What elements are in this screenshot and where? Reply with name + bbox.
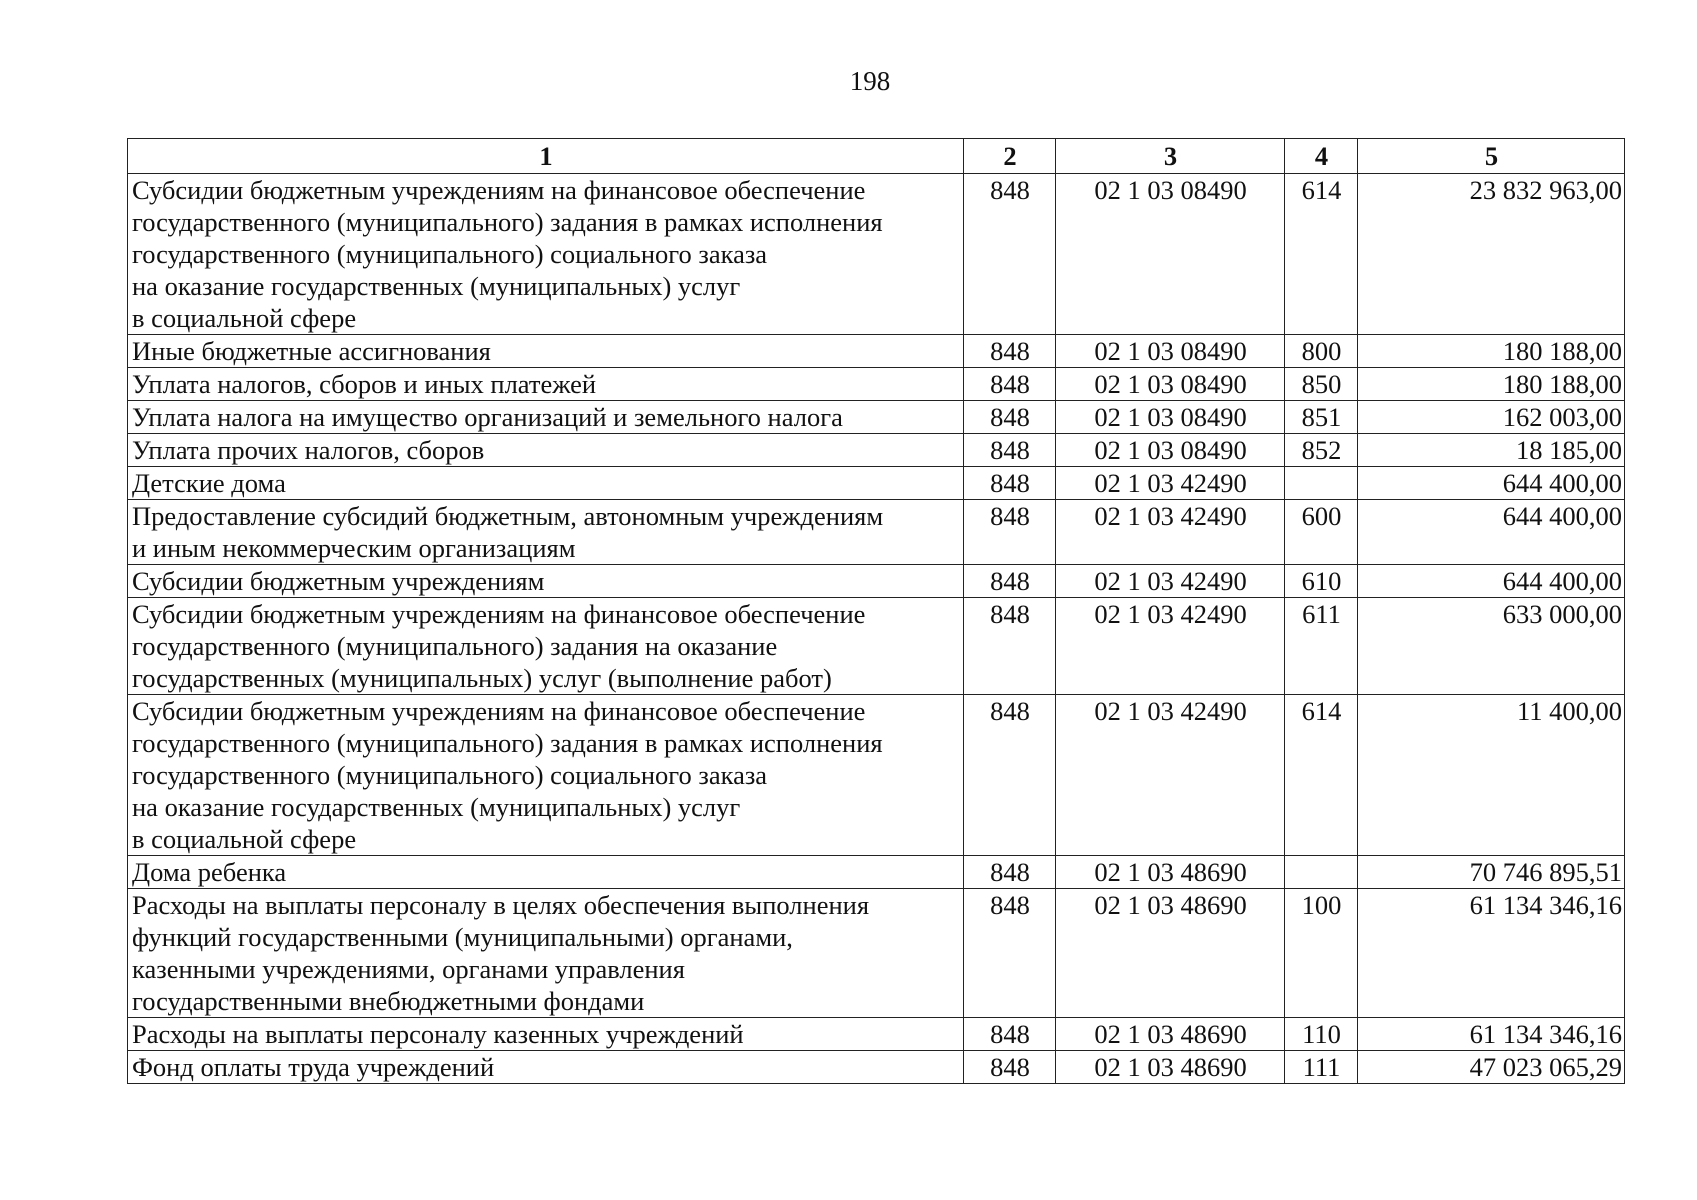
cell-name-line: Дома ребенка — [132, 857, 287, 887]
header-cell-csr: 3 — [1056, 139, 1285, 174]
cell-name-line: Предоставление субсидий бюджетным, автономным учреждениям — [132, 501, 884, 531]
cell-name-line: государственного (муниципального) задания в рамках исполнения — [132, 207, 883, 237]
cell-name — [128, 500, 964, 565]
cell-ved: 848 — [964, 565, 1056, 598]
cell-name — [128, 889, 964, 1018]
cell-name — [128, 335, 964, 368]
cell-sum: 70 746 895,51 — [1358, 856, 1625, 889]
cell-name-line: на оказание государственных (муниципальных) услуг — [132, 271, 741, 301]
cell-sum: 644 400,00 — [1358, 467, 1625, 500]
cell-name-line: Субсидии бюджетным учреждениям на финансовое обеспечение — [132, 175, 866, 205]
cell-name — [128, 598, 964, 695]
cell-vr — [1285, 856, 1358, 889]
cell-sum: 644 400,00 — [1358, 500, 1625, 565]
cell-name-line: государственного (муниципального) социального заказа — [132, 239, 768, 269]
cell-name-line: функций государственными (муниципальными) органами, — [132, 922, 793, 952]
cell-ved: 848 — [964, 368, 1056, 401]
table-row — [128, 467, 1625, 500]
cell-name — [128, 174, 964, 335]
page-number: 198 — [849, 66, 891, 96]
cell-name-line: казенными учреждениями, органами управления — [132, 954, 685, 984]
header-cell-ved: 2 — [964, 139, 1056, 174]
cell-csr: 02 1 03 42490 — [1056, 500, 1285, 565]
cell-name-line: Уплата налога на имущество организаций и земельного налога — [132, 402, 843, 432]
cell-csr: 02 1 03 48690 — [1056, 1018, 1285, 1051]
cell-name-line: государственного (муниципального) социального заказа — [132, 760, 768, 790]
table-row — [128, 335, 1625, 368]
cell-vr: 110 — [1285, 1018, 1358, 1051]
cell-name — [128, 467, 964, 500]
cell-csr: 02 1 03 08490 — [1056, 335, 1285, 368]
cell-ved: 848 — [964, 856, 1056, 889]
cell-name — [128, 695, 964, 856]
cell-csr: 02 1 03 08490 — [1056, 434, 1285, 467]
cell-name — [128, 368, 964, 401]
cell-sum: 644 400,00 — [1358, 565, 1625, 598]
table-row — [128, 1018, 1625, 1051]
table-row — [128, 174, 1625, 335]
cell-name-line: Фонд оплаты труда учреждений — [132, 1052, 495, 1082]
table-row — [128, 500, 1625, 565]
table-row — [128, 401, 1625, 434]
cell-vr: 610 — [1285, 565, 1358, 598]
cell-name-line: и иным некоммерческим организациям — [132, 533, 576, 563]
cell-csr: 02 1 03 42490 — [1056, 565, 1285, 598]
cell-name-line: Субсидии бюджетным учреждениям на финансовое обеспечение — [132, 599, 866, 629]
cell-name-line: Уплата прочих налогов, сборов — [132, 435, 485, 465]
cell-sum: 47 023 065,29 — [1358, 1051, 1625, 1084]
cell-csr: 02 1 03 08490 — [1056, 368, 1285, 401]
cell-vr: 850 — [1285, 368, 1358, 401]
cell-name-line: Расходы на выплаты персоналу казенных учреждений — [132, 1019, 744, 1049]
cell-vr: 851 — [1285, 401, 1358, 434]
table-row — [128, 1051, 1625, 1084]
cell-vr: 614 — [1285, 174, 1358, 335]
cell-csr: 02 1 03 42490 — [1056, 598, 1285, 695]
cell-name — [128, 1018, 964, 1051]
cell-ved: 848 — [964, 1051, 1056, 1084]
table-row — [128, 368, 1625, 401]
cell-ved: 848 — [964, 335, 1056, 368]
cell-csr: 02 1 03 42490 — [1056, 695, 1285, 856]
cell-name — [128, 401, 964, 434]
cell-sum: 61 134 346,16 — [1358, 1018, 1625, 1051]
cell-vr: 852 — [1285, 434, 1358, 467]
cell-name-line: Субсидии бюджетным учреждениям — [132, 566, 545, 596]
cell-vr: 100 — [1285, 889, 1358, 1018]
cell-ved: 848 — [964, 467, 1056, 500]
cell-vr: 611 — [1285, 598, 1358, 695]
cell-csr: 02 1 03 08490 — [1056, 401, 1285, 434]
cell-name-line: в социальной сфере — [132, 824, 357, 854]
cell-vr: 800 — [1285, 335, 1358, 368]
table-row — [128, 598, 1625, 695]
cell-sum: 18 185,00 — [1358, 434, 1625, 467]
cell-sum: 633 000,00 — [1358, 598, 1625, 695]
cell-ved: 848 — [964, 401, 1056, 434]
cell-sum: 61 134 346,16 — [1358, 889, 1625, 1018]
cell-sum: 11 400,00 — [1358, 695, 1625, 856]
header-cell-name: 1 — [128, 139, 964, 174]
header-cell-sum: 5 — [1358, 139, 1625, 174]
cell-name-line: Субсидии бюджетным учреждениям на финансовое обеспечение — [132, 696, 866, 726]
cell-name — [128, 856, 964, 889]
table-row — [128, 695, 1625, 856]
cell-ved: 848 — [964, 695, 1056, 856]
cell-name-line: в социальной сфере — [132, 303, 357, 333]
cell-ved: 848 — [964, 174, 1056, 335]
cell-ved: 848 — [964, 598, 1056, 695]
table-header-row — [128, 139, 1625, 174]
cell-name — [128, 565, 964, 598]
cell-name — [128, 1051, 964, 1084]
cell-name-line: Иные бюджетные ассигнования — [132, 336, 491, 366]
cell-ved: 848 — [964, 1018, 1056, 1051]
cell-vr: 600 — [1285, 500, 1358, 565]
cell-name-line: государственного (муниципального) задания в рамках исполнения — [132, 728, 883, 758]
table-body — [128, 174, 1625, 1084]
cell-csr: 02 1 03 48690 — [1056, 1051, 1285, 1084]
cell-vr: 614 — [1285, 695, 1358, 856]
cell-sum: 180 188,00 — [1358, 368, 1625, 401]
cell-csr: 02 1 03 08490 — [1056, 174, 1285, 335]
cell-csr: 02 1 03 48690 — [1056, 856, 1285, 889]
cell-ved: 848 — [964, 889, 1056, 1018]
cell-ved: 848 — [964, 500, 1056, 565]
cell-name-line: государственных (муниципальных) услуг (выполнение работ) — [132, 663, 832, 693]
cell-name-line: государственного (муниципального) задания на оказание — [132, 631, 778, 661]
cell-name-line: Уплата налогов, сборов и иных платежей — [132, 369, 597, 399]
table-row — [128, 856, 1625, 889]
cell-vr — [1285, 467, 1358, 500]
cell-vr: 111 — [1285, 1051, 1358, 1084]
cell-name-line: на оказание государственных (муниципальных) услуг — [132, 792, 741, 822]
cell-sum: 23 832 963,00 — [1358, 174, 1625, 335]
cell-sum: 180 188,00 — [1358, 335, 1625, 368]
table-row — [128, 565, 1625, 598]
cell-csr: 02 1 03 42490 — [1056, 467, 1285, 500]
table-row — [128, 889, 1625, 1018]
cell-csr: 02 1 03 48690 — [1056, 889, 1285, 1018]
cell-ved: 848 — [964, 434, 1056, 467]
budget-table — [127, 138, 1625, 1084]
cell-name-line: Расходы на выплаты персоналу в целях обеспечения выполнения — [132, 890, 870, 920]
cell-sum: 162 003,00 — [1358, 401, 1625, 434]
cell-name — [128, 434, 964, 467]
cell-name-line: Детские дома — [132, 468, 286, 498]
header-cell-vr: 4 — [1285, 139, 1358, 174]
table-row — [128, 434, 1625, 467]
cell-name-line: государственными внебюджетными фондами — [132, 986, 645, 1016]
